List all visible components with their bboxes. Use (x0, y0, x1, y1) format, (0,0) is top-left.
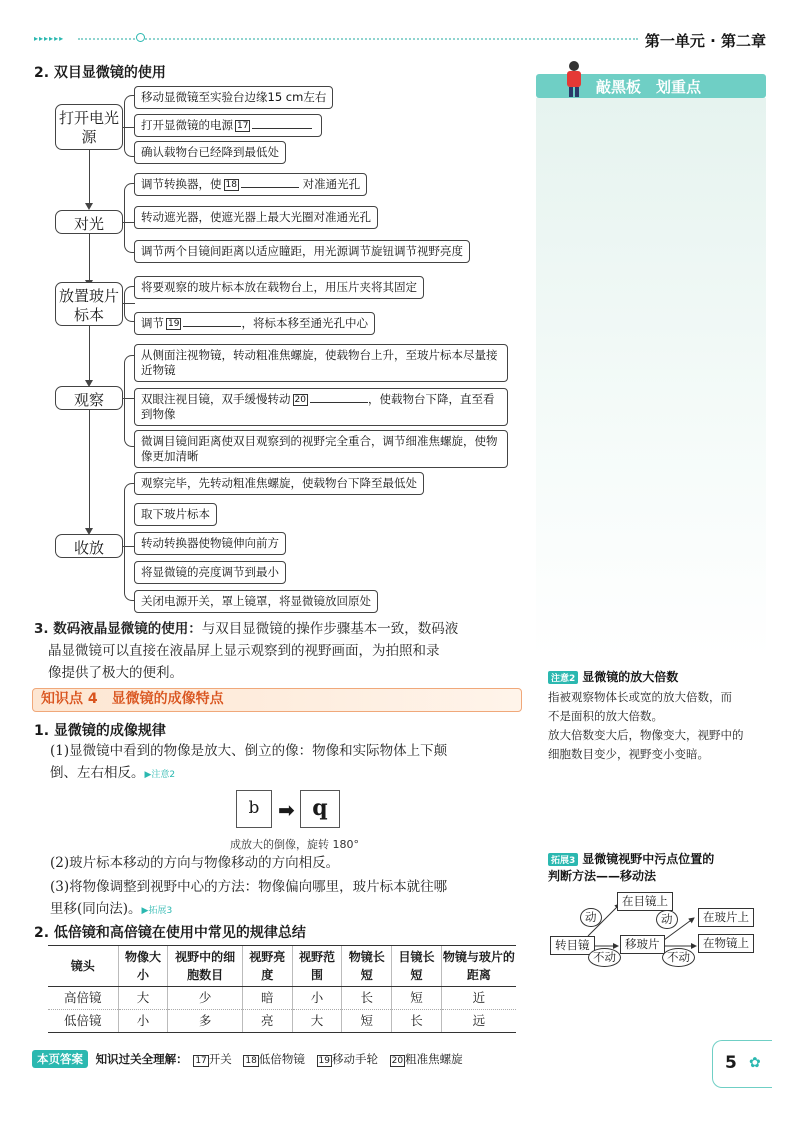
header-arrows: ▸▸▸▸▸▸ (34, 34, 65, 43)
table-cell: 多 (168, 1010, 243, 1033)
table-header: 目镜长短 (392, 946, 442, 987)
step-item: 从侧面注视物镜，转动粗准焦螺旋，使载物台上升，至玻片标本尽量接近物镜 (134, 344, 508, 382)
step-item: 调节两个目镜间距离以适应瞳距，用光源调节旋钮调节视野亮度 (134, 240, 470, 263)
blank-number: 20 (294, 394, 306, 405)
answer-blank (183, 326, 241, 327)
table-row (48, 987, 516, 1010)
answer-number: 18 (245, 1056, 257, 1066)
section-2-title: 2. 双目显微镜的使用 (34, 65, 166, 81)
step-item: 确认载物台已经降到最低处 (134, 141, 286, 164)
table-header: 物像大小 (118, 946, 168, 987)
header-divider (78, 38, 638, 40)
answer-text: 粗准焦螺旋 (405, 1052, 463, 1066)
step-item: 转动遮光器，使遮光器上最大光圈对准通光孔 (134, 206, 378, 229)
step-item: 移动显微镜至实验台边缘15 cm左右 (134, 86, 333, 109)
step-item: 调节 19 ，将标本移至通光孔中心 (134, 312, 375, 335)
answer-text: 低倍物镜 (258, 1052, 305, 1066)
sprout-icon: ✿ (749, 1055, 761, 1071)
table-cell: 小 (292, 987, 342, 1010)
step-item: 转动转换器使物镜伸向前方 (134, 532, 286, 555)
move-slide-box: 移玻片 (620, 935, 665, 954)
answer-number: 19 (318, 1056, 330, 1066)
key-points-banner: 敲黑板 划重点 (536, 74, 766, 98)
table-cell: 亮 (242, 1010, 292, 1033)
note-tag: 注意2 (548, 671, 578, 684)
table-cell: 小 (118, 1010, 168, 1033)
moves-oval: 动 (656, 910, 678, 929)
answers-lead: 知识过关全理解： (95, 1052, 188, 1066)
answer-number: 17 (195, 1056, 207, 1066)
table-cell: 大 (118, 987, 168, 1010)
answer-blank (310, 402, 368, 403)
stage-label: 收放 (55, 534, 123, 558)
flow-connector (89, 150, 90, 205)
step-item: 将要观察的玻片标本放在载物台上，用压片夹将其固定 (134, 276, 424, 299)
stage-label: 对光 (55, 210, 123, 234)
teacher-icon (562, 60, 586, 98)
table-cell: 大 (292, 1010, 342, 1033)
lens-comparison-table (48, 945, 516, 1033)
table-cell: 近 (441, 987, 516, 1010)
table-header: 视野亮度 (242, 946, 292, 987)
table-row (48, 1010, 516, 1033)
table-cell: 暗 (242, 987, 292, 1010)
table-cell: 长 (342, 987, 392, 1010)
lens-comparison-title: 2. 低倍镜和高倍镜在使用中常见的规律总结 (34, 925, 306, 941)
table-header: 物镜与玻片的距离 (441, 946, 516, 987)
flow-connector (89, 234, 90, 282)
blank-number: 18 (225, 179, 237, 190)
table-cell: 短 (392, 987, 442, 1010)
stage-label: 打开电光源 (55, 104, 123, 150)
answers-tag: 本页答案 (32, 1050, 88, 1068)
stage-brace (124, 183, 134, 253)
page-answers (32, 1050, 463, 1068)
in-eyepiece-box: 在目镜上 (617, 892, 673, 911)
page-header-title: 第一单元 · 第二章 (644, 32, 766, 50)
step-item: 观察完毕，先转动粗准焦螺旋，使载物台下降至最低处 (134, 472, 424, 495)
step-item: 关闭电源开关，罩上镜罩，将显微镜放回原处 (134, 590, 378, 613)
imaging-rule-3: (3)将物像调整到视野中心的方法：物像偏向哪里，玻片标本就往哪 里移(同向法)。▶拓展3 (50, 879, 448, 917)
note-2-body: 指被观察物体长或宽的放大倍数，而 不是面积的放大倍数。 放大倍数变大后，物像变大，视野中的 细胞数目变少，视野变小变暗。 (548, 690, 744, 761)
table-header: 物镜长短 (342, 946, 392, 987)
demo-caption: 成放大的倒像，旋转 180° (230, 838, 359, 851)
extension-3-link[interactable]: ▶拓展3 (141, 906, 173, 916)
flow-connector (89, 410, 90, 530)
step-item: 将显微镜的亮度调节到最小 (134, 561, 286, 584)
imaging-rule-title: 1. 显微镜的成像规律 (34, 723, 166, 739)
answer-text: 移动手轮 (331, 1052, 378, 1066)
moves-oval: 动 (580, 908, 602, 927)
section-3-paragraph: 3. 数码液晶显微镜的使用：与双目显微镜的操作步骤基本一致，数码液 晶显微镜可以直接在液晶屏上显示观察到的视野画面，为拍照和录 像提供了极大的便利。 (34, 621, 459, 681)
stage-brace (124, 483, 134, 601)
header-dot (136, 33, 145, 42)
extension-tag: 拓展3 (548, 853, 578, 866)
stage-label: 放置玻片标本 (55, 282, 123, 326)
answer-text: 开关 (208, 1052, 232, 1066)
note-2-title: 注意2 显微镜的放大倍数 (548, 668, 678, 685)
table-cell: 高倍镜 (48, 987, 118, 1010)
right-arrow-icon: ➡ (278, 798, 295, 822)
key-points-panel (536, 98, 766, 658)
table-header: 镜头 (48, 946, 118, 987)
stage-brace (124, 286, 134, 322)
not-move-oval: 不动 (588, 948, 621, 967)
answer-blank (241, 187, 299, 188)
table-cell: 短 (342, 1010, 392, 1033)
stage-brace (124, 95, 134, 157)
step-item: 调节转换器，使 18 对准通光孔 (134, 173, 367, 196)
step-item: 双眼注视目镜，双手缓慢转动 20 ，使载物台下降，直至看到物像 (134, 388, 508, 426)
answer-number: 20 (391, 1056, 404, 1066)
blank-number: 17 (237, 120, 249, 131)
step-item: 取下玻片标本 (134, 503, 217, 526)
flow-arrow (85, 203, 93, 210)
flow-connector (89, 326, 90, 382)
note-2-link[interactable]: ▶注意2 (144, 770, 176, 780)
answer-blank (252, 128, 312, 129)
object-letter: b (236, 790, 272, 828)
imaging-rule-1: (1)显微镜中看到的物像是放大、倒立的像：物像和实际物体上下颠 倒、左右相反。▶注意2 (50, 743, 448, 781)
table-cell: 长 (392, 1010, 442, 1033)
stage-label: 观察 (55, 386, 123, 410)
blank-number: 19 (168, 318, 180, 329)
stage-brace (124, 355, 134, 447)
page-number-tab (712, 1040, 772, 1088)
table-cell: 低倍镜 (48, 1010, 118, 1033)
on-objective-box: 在物镜上 (698, 934, 754, 953)
table-header: 视野范围 (292, 946, 342, 987)
knowledge-point-4-title: 知识点 4 显微镜的成像特点 (32, 688, 522, 712)
extension-3-title: 拓展3 显微镜视野中污点位置的 判断方法——移动法 (548, 852, 715, 883)
imaging-rule-2: (2)玻片标本移动的方向与物像移动的方向相反。 (50, 855, 340, 871)
rotate-eyepiece-box: 转目镜 (550, 936, 595, 955)
table-header: 视野中的细胞数目 (168, 946, 243, 987)
step-item: 打开显微镜的电源 17 (134, 114, 322, 137)
table-cell: 少 (168, 987, 243, 1010)
not-move-oval: 不动 (662, 948, 695, 967)
section-3-title: 3. 数码液晶显微镜的使用： (34, 621, 202, 637)
step-item: 微调目镜间距离使双目观察到的视野完全重合，调节细准焦螺旋，使物像更加清晰 (134, 430, 508, 468)
page-number: 5 (725, 1053, 737, 1073)
image-letter: q (300, 790, 340, 828)
table-cell: 远 (441, 1010, 516, 1033)
on-slide-box: 在玻片上 (698, 908, 754, 927)
